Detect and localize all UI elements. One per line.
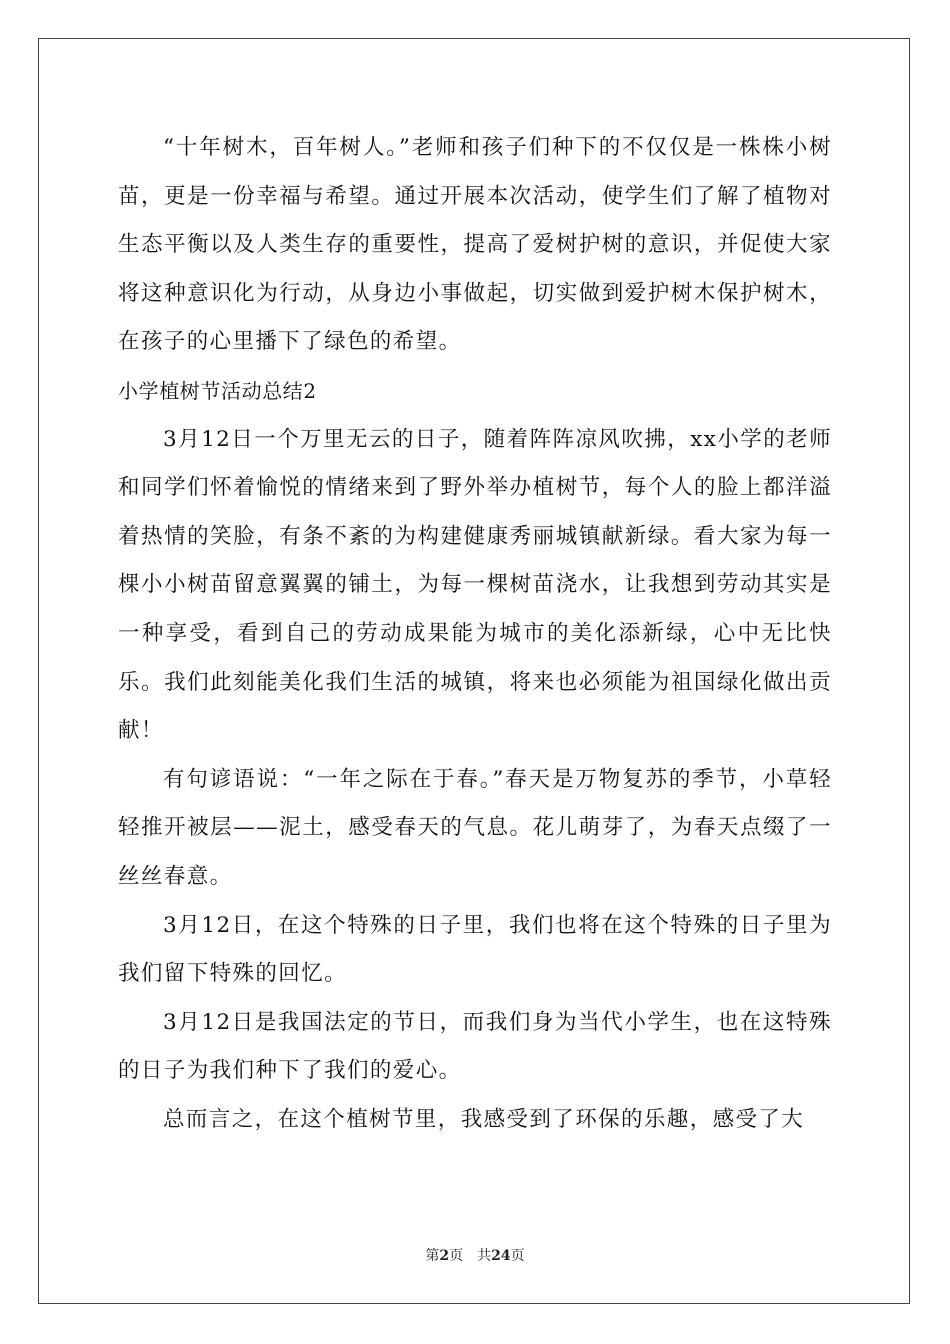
total-pages: 24	[491, 1248, 511, 1264]
total-prefix: 共	[477, 1248, 492, 1264]
page-suffix: 页	[449, 1248, 464, 1264]
paragraph-intro: “十年树木，百年树人。”老师和孩子们种下的不仅仅是一株株小树苗，更是一份幸福与希望。通过开展本次活动，使学生们了解了植物对生态平衡以及人类生存的重要性，提高了爱树护树的意识，并促使大家将这种意识化为行动，从身边小事做起，切实做到爱护树木保护树木，在孩子的心里播下了绿色的希望。	[118, 135, 832, 355]
paragraph-proverb: 有句谚语说：“一年之际在于春。”春天是万物复苏的季节，小草轻轻推开被层——泥土，感受春天的气息。花儿萌芽了，为春天点缀了一丝丝春意。	[118, 766, 832, 889]
section-heading: 小学植树节活动总结2	[118, 378, 317, 403]
total-suffix: 页	[510, 1248, 525, 1264]
paragraph-holiday: 3月12日是我国法定的节日，而我们身为当代小学生，也在这特殊的日子为我们种下了我们的爱心。	[118, 1009, 832, 1084]
page-footer	[0, 1245, 950, 1265]
paragraph-conclusion: 总而言之，在这个植树节里，我感受到了环保的乐趣，感受了大	[163, 1106, 805, 1132]
paragraph-march-12: 3月12日一个万里无云的日子，随着阵阵凉风吹拂，xx小学的老师和同学们怀着愉悦的情绪来到了野外举办植树节，每个人的脸上都洋溢着热情的笑脸，有条不紊的为构建健康秀丽城镇献新绿。看大家为每一棵小小树苗留意翼翼的铺土，为每一棵树苗浇水，让我想到劳动其实是一种享受，看到自己的劳动成果能为城市的美化添新绿，心中无比快乐。我们此刻能美化我们生活的城镇，将来也必须能为祖国绿化做出贡献！	[118, 426, 832, 744]
page-prefix: 第	[425, 1248, 440, 1264]
paragraph-special-day: 3月12日，在这个特殊的日子里，我们也将在这个特殊的日子里为我们留下特殊的回忆。	[118, 912, 832, 987]
document-body	[118, 124, 832, 1144]
page-number: 2	[439, 1248, 450, 1264]
